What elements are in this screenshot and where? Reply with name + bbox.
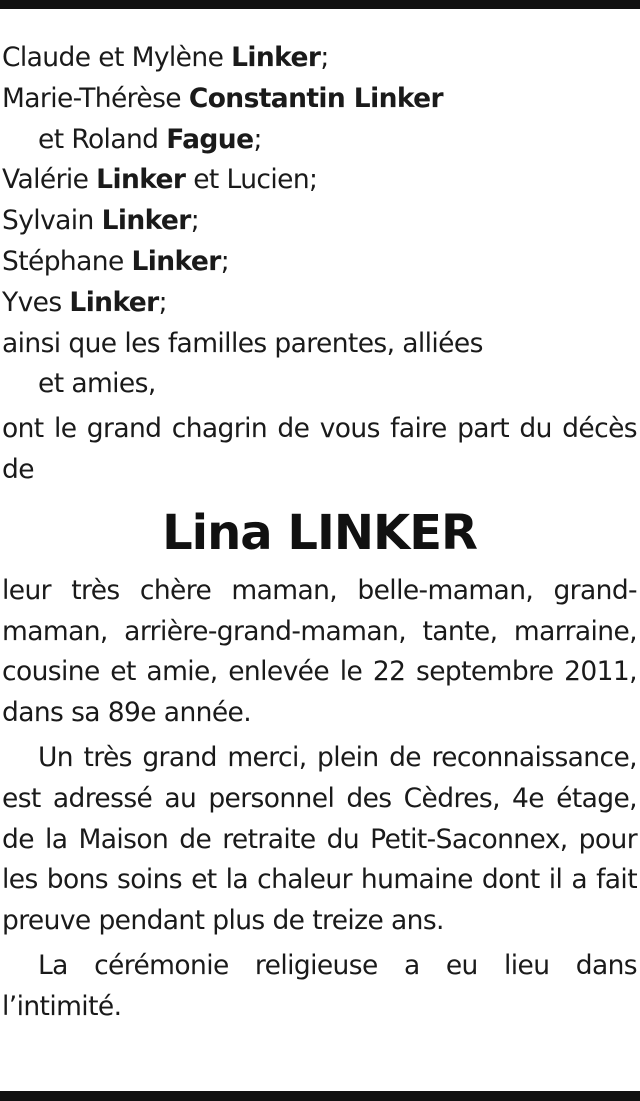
family-suffix: et Lucien; [185,164,318,196]
family-line-7 [2,283,637,324]
family-suffix: ; [158,286,167,318]
family-last-name: Linker [101,205,191,237]
family-first-name: et Roland [38,123,167,155]
family-first-name: Yves [2,286,70,318]
family-last-name: Fague [166,123,254,155]
family-line-2 [2,79,637,120]
family-last-name: Linker [96,164,186,196]
relatives-line-1: ainsi que les familles parentes, alliées [2,327,483,359]
family-last-name: Linker [231,42,321,73]
family-first-name: Claude et Mylène [2,42,232,73]
family-last-name: Linker [69,286,159,318]
ceremony-paragraph: La cérémonie religieuse a eu lieu dans l’intimité. [2,949,637,1022]
announcement-text: ont le grand chagrin de vous faire part du décès de [2,413,637,485]
family-first-name: Sylvain [2,205,102,237]
family-line-5 [2,201,637,242]
family-first-name: Marie-Thérèse [2,82,189,114]
family-first-name: Valérie [2,164,97,196]
family-suffix: ; [190,205,200,237]
family-line-4 [2,160,637,201]
family-suffix: ; [253,123,262,155]
obituary-notice [2,38,637,1028]
family-line-1 [2,38,637,79]
thanks-paragraph: Un très grand merci, plein de reconnaissance, est adressé au personnel des Cèdres, 4e étage, de la Maison de retraite du Petit-Saconnex, pour les bons soins et la chaleur humaine dont il a fait preuve pendant plus de treize ans. [2,741,637,937]
bottom-border-rule [0,1091,640,1101]
description-paragraph: leur très chère maman, belle-maman, grand-maman, arrière-grand-maman, tante, marraine, cousine et amie, enlevée le 22 septembre 2011, dans sa 89e année. [2,574,637,729]
top-border-rule [0,0,640,9]
relatives-line-2: et amies, [38,368,156,400]
family-first-name: Stéphane [2,245,132,277]
family-line-6 [2,242,637,283]
family-last-name: Constantin Linker [188,82,443,114]
family-suffix: ; [220,245,230,277]
family-line-3 [2,120,637,161]
family-suffix: ; [320,42,329,73]
deceased-name: Lina LINKER [162,504,477,561]
family-last-name: Linker [131,245,221,277]
